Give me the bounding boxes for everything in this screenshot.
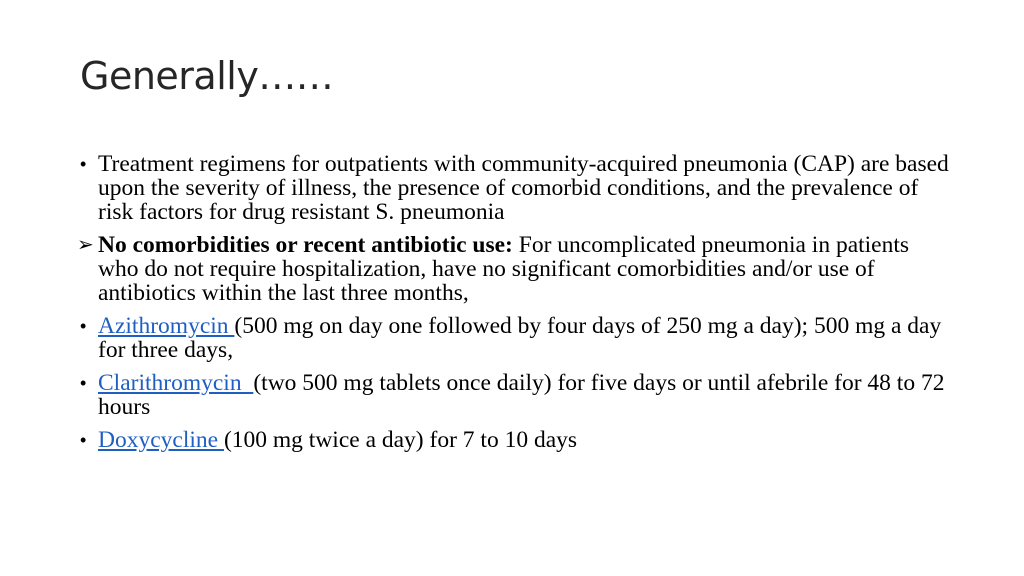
list-item-heading: No comorbidities or recent antibiotic use: xyxy=(98,232,513,258)
list-item-no-comorbidities xyxy=(77,232,950,306)
bullet-dot-icon: • xyxy=(80,430,87,450)
list-item-text: (two 500 mg tablets once daily) for five days or until afebrile for 48 to 72 hours xyxy=(98,370,945,420)
azithromycin-link[interactable]: Azithromycin xyxy=(98,313,235,339)
list-item-text: For uncomplicated pneumonia in patients who do not require hospitalization, have no significant comorbidities and/or use of antibiotics within the last three months, xyxy=(98,232,910,306)
bullet-dot-icon: • xyxy=(80,373,87,393)
list-item-treatment-regimens xyxy=(80,152,950,224)
bullet-dot-icon: • xyxy=(80,316,87,336)
list-item-text: Treatment regimens for outpatients with community-acquired pneumonia (CAP) are based upon the severity of illness, the presence of comorbid conditions, and the prevalence of risk factors for drug resistant S. pneumonia xyxy=(98,151,949,225)
list-item-azithromycin xyxy=(80,314,950,362)
list-item-text: (500 mg on day one followed by four days of 250 mg a day); 500 mg a day for three days, xyxy=(98,313,942,363)
list-item-doxycycline xyxy=(80,428,950,452)
clarithromycin-link[interactable]: Clarithromycin xyxy=(98,370,254,396)
list-item-clarithromycin xyxy=(80,371,950,419)
bullet-dot-icon: • xyxy=(80,154,87,174)
slide-title: Generally…… xyxy=(80,54,334,98)
list-item-text: (100 mg twice a day) for 7 to 10 days xyxy=(223,427,578,453)
bullet-list xyxy=(77,151,950,461)
doxycycline-link[interactable]: Doxycycline xyxy=(98,427,224,453)
bullet-arrow-icon: ➢ xyxy=(77,234,94,256)
